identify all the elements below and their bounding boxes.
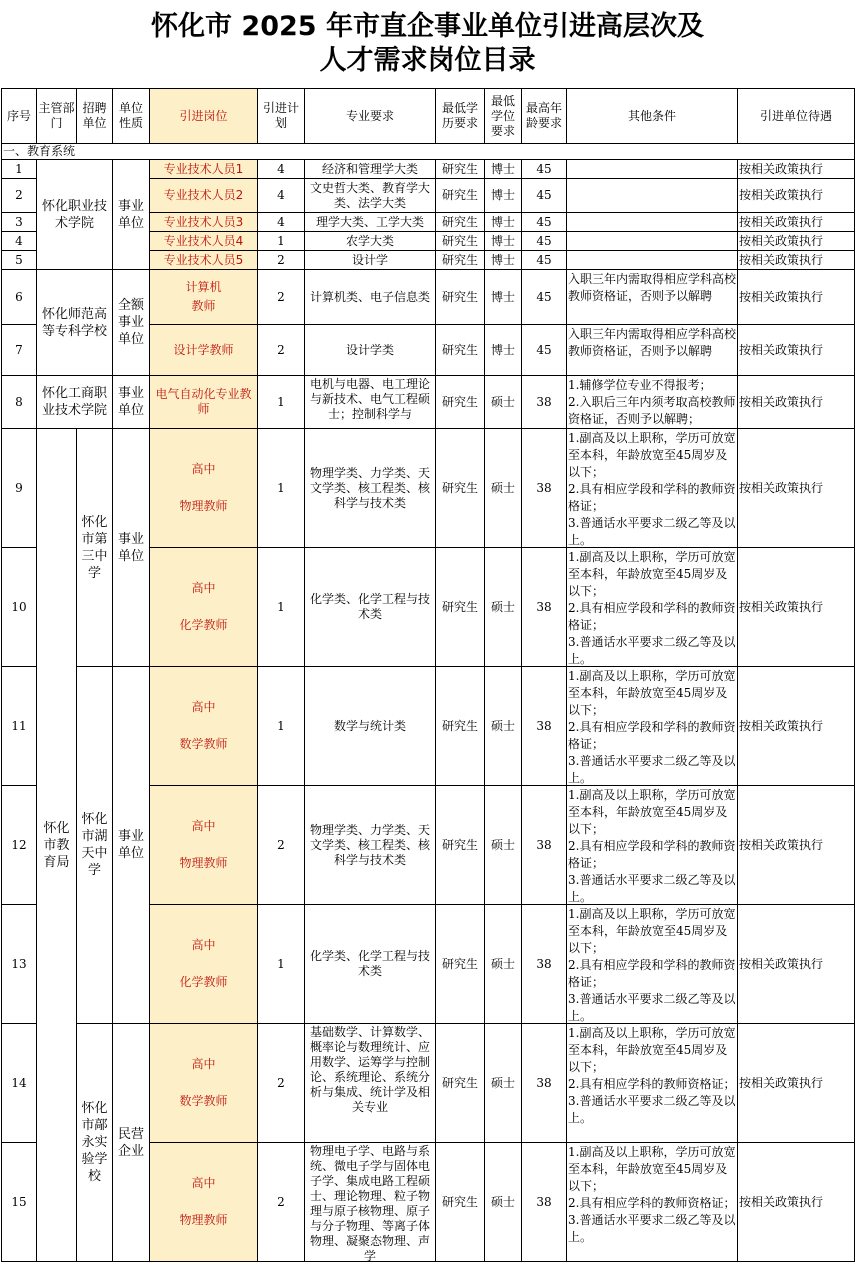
cell-degree: 博士 — [485, 251, 522, 270]
position-line-1: 高中 — [191, 819, 216, 833]
cell-age: 38 — [522, 376, 567, 429]
cell-other — [567, 232, 738, 251]
cell-other — [567, 548, 738, 667]
cell-nature: 事业单位 — [113, 376, 150, 429]
cell-degree: 硕士 — [485, 905, 522, 1024]
cell-treatment: 按相关政策执行 — [738, 179, 855, 213]
cell-other — [567, 251, 738, 270]
table-row — [2, 270, 855, 325]
cell-seq: 9 — [2, 429, 37, 548]
cell-seq: 2 — [2, 179, 37, 213]
cell-plan: 1 — [258, 232, 305, 251]
cell-plan: 2 — [258, 325, 305, 376]
cell-other — [567, 376, 738, 429]
section-row — [2, 144, 855, 160]
cell-position: 专业技术人员3 — [150, 213, 258, 232]
cell-edu: 研究生 — [436, 1143, 485, 1262]
cell-degree: 硕士 — [485, 429, 522, 548]
cell-seq: 12 — [2, 786, 37, 905]
position-line-1: 高中 — [191, 938, 216, 952]
cell-dept-education: 怀化市教育局 — [37, 429, 77, 1262]
cell-degree: 博士 — [485, 160, 522, 179]
cell-plan: 2 — [258, 786, 305, 905]
cell-major: 经济和管理学大类 — [305, 160, 436, 179]
cell-degree: 硕士 — [485, 1024, 522, 1143]
cell-plan: 2 — [258, 251, 305, 270]
other-text: 1.副高及以上职称，学历可放宽至本科，年龄放宽至45周岁及以下； 2.具有相应学段和学科的教师资格证； 3.普通话水平要求二级乙等及以上。 — [568, 907, 736, 1023]
cell-major — [305, 376, 436, 429]
cell-edu: 研究生 — [436, 232, 485, 251]
cell-unit-huaihua-business: 怀化工商职业技术学院 — [37, 376, 113, 429]
cell-seq: 8 — [2, 376, 37, 429]
header-seq: 序号 — [2, 89, 37, 144]
cell-other — [567, 1024, 738, 1143]
header-major: 专业要求 — [305, 89, 436, 144]
position-line-1: 高中 — [191, 581, 216, 595]
cell-nature: 事业单位 — [113, 429, 150, 667]
cell-plan: 2 — [258, 270, 305, 325]
cell-age: 45 — [522, 270, 567, 325]
cell-treatment: 按相关政策执行 — [738, 325, 855, 376]
cell-position — [150, 1024, 258, 1143]
cell-position: 专业技术人员5 — [150, 251, 258, 270]
cell-age: 45 — [522, 213, 567, 232]
cell-major: 理学大类、工学大类 — [305, 213, 436, 232]
cell-treatment: 按相关政策执行 — [738, 1143, 855, 1262]
cell-position — [150, 786, 258, 905]
other-text: 1.副高及以上职称，学历可放宽至本科，年龄放宽至45周岁及以下； 2.具有相应学段和学科的教师资格证； 3.普通话水平要求二级乙等及以上。 — [568, 669, 736, 785]
cell-degree: 博士 — [485, 213, 522, 232]
position-line-1: 高中 — [191, 1176, 216, 1190]
cell-treatment: 按相关政策执行 — [738, 251, 855, 270]
cell-plan: 2 — [258, 1024, 305, 1143]
cell-position — [150, 548, 258, 667]
header-row — [2, 89, 855, 144]
document-title — [0, 0, 855, 88]
header-nature: 单位性质 — [113, 89, 150, 144]
cell-age: 38 — [522, 548, 567, 667]
cell-seq: 13 — [2, 905, 37, 1024]
cell-treatment: 按相关政策执行 — [738, 667, 855, 786]
cell-nature: 民营企业 — [113, 1024, 150, 1262]
cell-degree: 博士 — [485, 179, 522, 213]
cell-position: 专业技术人员2 — [150, 179, 258, 213]
header-edu: 最低学历要求 — [436, 89, 485, 144]
cell-age: 45 — [522, 232, 567, 251]
cell-seq: 6 — [2, 270, 37, 325]
cell-age: 38 — [522, 1024, 567, 1143]
cell-plan: 1 — [258, 429, 305, 548]
cell-seq: 7 — [2, 325, 37, 376]
header-other: 其他条件 — [567, 89, 738, 144]
cell-edu: 研究生 — [436, 160, 485, 179]
position-line-1: 高中 — [191, 700, 216, 714]
cell-major: 物理学类、力学类、天文学类、核工程类、核科学与技术类 — [305, 786, 436, 905]
cell-degree: 硕士 — [485, 786, 522, 905]
position-line-2: 化学教师 — [179, 975, 228, 989]
cell-edu: 研究生 — [436, 270, 485, 325]
cell-other — [567, 905, 738, 1024]
position-line-2: 物理教师 — [179, 499, 228, 513]
cell-other — [567, 213, 738, 232]
cell-plan: 1 — [258, 667, 305, 786]
cell-other: 入职三年内需取得相应学科高校教师资格证，否则予以解聘 — [567, 325, 738, 376]
cell-treatment: 按相关政策执行 — [738, 270, 855, 325]
cell-unit-huaihua-normal: 怀化师范高等专科学校 — [37, 270, 113, 376]
cell-other — [567, 786, 738, 905]
cell-edu: 研究生 — [436, 429, 485, 548]
cell-edu: 研究生 — [436, 213, 485, 232]
cell-major — [305, 1024, 436, 1143]
table-row — [2, 667, 855, 786]
cell-plan: 1 — [258, 376, 305, 429]
other-text: 1.副高及以上职称，学历可放宽至本科，年龄放宽至45周岁及以下； 2.具有相应学段和学科的教师资格证； 3.普通话水平要求二级乙等及以上。 — [568, 788, 736, 904]
other-text: 1.副高及以上职称，学历可放宽至本科，年龄放宽至45周岁及以下； 2.具有相应学科的教师资格证； 3.普通话水平要求二级乙等及以上。 — [568, 1026, 736, 1125]
other-text: 1.副高及以上职称，学历可放宽至本科，年龄放宽至45周岁及以下； 2.具有相应学科的教师资格证； 3.普通话水平要求二级乙等及以上。 — [568, 1145, 736, 1244]
cell-seq: 5 — [2, 251, 37, 270]
cell-nature: 事业单位 — [113, 667, 150, 1024]
header-age: 最高年龄要求 — [522, 89, 567, 144]
header-plan: 引进计划 — [258, 89, 305, 144]
cell-major: 物理学类、力学类、天文学类、核工程类、核科学与技术类 — [305, 429, 436, 548]
cell-major: 数学与统计类 — [305, 667, 436, 786]
cell-plan: 4 — [258, 213, 305, 232]
major-text: 物理电子学、电路与系统、微电子学与固体电子学、集成电路工程硕士、理论物理、粒子物理与原子核物理、原子与分子物理、等离子体物理、凝聚态物理、声学 — [309, 1143, 430, 1261]
cell-age: 45 — [522, 251, 567, 270]
cell-treatment: 按相关政策执行 — [738, 213, 855, 232]
major-text: 基础数学、计算数学、概率论与数理统计、应用数学、运筹学与控制论、系统理论、系统分析与集成、统计学及相关专业 — [309, 1024, 430, 1114]
cell-other — [567, 160, 738, 179]
cell-unit-hutian-middle: 怀化市湖天中学 — [77, 667, 113, 1024]
cell-major — [305, 1143, 436, 1262]
header-treatment: 引进单位待遇 — [738, 89, 855, 144]
cell-other — [567, 1143, 738, 1262]
title-line-1: 怀化市 2025 年市直企事业单位引进高层次及 — [151, 11, 704, 42]
cell-position: 电气自动化专业教师 — [150, 376, 258, 429]
title-line-2: 人才需求岗位目录 — [319, 45, 536, 76]
cell-degree: 博士 — [485, 232, 522, 251]
positions-table — [1, 88, 855, 1262]
table-row — [2, 429, 855, 548]
cell-seq: 3 — [2, 213, 37, 232]
cell-position — [150, 667, 258, 786]
position-line-1: 计算机 — [185, 280, 222, 294]
cell-major: 设计学 — [305, 251, 436, 270]
cell-unit-haoyong: 怀化市鄗永实验学校 — [77, 1024, 113, 1262]
cell-other — [567, 667, 738, 786]
cell-seq: 10 — [2, 548, 37, 667]
header-degree: 最低学位要求 — [485, 89, 522, 144]
position-line-2: 化学教师 — [179, 618, 228, 632]
cell-major: 设计学类 — [305, 325, 436, 376]
cell-edu: 研究生 — [436, 667, 485, 786]
cell-other: 入职三年内需取得相应学科高校教师资格证，否则予以解聘 — [567, 270, 738, 325]
cell-plan: 4 — [258, 179, 305, 213]
cell-seq: 1 — [2, 160, 37, 179]
cell-plan: 1 — [258, 548, 305, 667]
cell-edu: 研究生 — [436, 376, 485, 429]
cell-treatment: 按相关政策执行 — [738, 1024, 855, 1143]
cell-age: 45 — [522, 179, 567, 213]
cell-position: 专业技术人员4 — [150, 232, 258, 251]
cell-treatment: 按相关政策执行 — [738, 160, 855, 179]
position-line-2: 教师 — [191, 299, 216, 313]
position-line-2: 物理教师 — [179, 1213, 228, 1227]
table-row — [2, 160, 855, 179]
cell-position — [150, 905, 258, 1024]
cell-major: 化学类、化学工程与技术类 — [305, 548, 436, 667]
cell-unit-huaihua-voc: 怀化职业技术学院 — [37, 160, 113, 270]
cell-treatment: 按相关政策执行 — [738, 905, 855, 1024]
position-line-2: 物理教师 — [179, 856, 228, 870]
cell-major: 文史哲大类、教育学大类、法学大类 — [305, 179, 436, 213]
cell-edu: 研究生 — [436, 905, 485, 1024]
cell-edu: 研究生 — [436, 548, 485, 667]
cell-edu: 研究生 — [436, 325, 485, 376]
position-line-2: 数学教师 — [179, 737, 228, 751]
position-line-1: 高中 — [191, 462, 216, 476]
cell-age: 38 — [522, 905, 567, 1024]
header-unit: 招聘单位 — [77, 89, 113, 144]
cell-seq: 15 — [2, 1143, 37, 1262]
section-label: 一、教育系统 — [2, 144, 855, 160]
cell-position: 专业技术人员1 — [150, 160, 258, 179]
other-text: 1.副高及以上职称，学历可放宽至本科，年龄放宽至45周岁及以下； 2.具有相应学段和学科的教师资格证； 3.普通话水平要求二级乙等及以上。 — [568, 431, 736, 547]
header-dept: 主管部门 — [37, 89, 77, 144]
table-row — [2, 376, 855, 429]
cell-degree: 硕士 — [485, 548, 522, 667]
cell-plan: 1 — [258, 905, 305, 1024]
cell-treatment: 按相关政策执行 — [738, 429, 855, 548]
cell-position — [150, 270, 258, 325]
cell-seq: 14 — [2, 1024, 37, 1143]
cell-other — [567, 429, 738, 548]
cell-treatment: 按相关政策执行 — [738, 786, 855, 905]
cell-edu: 研究生 — [436, 251, 485, 270]
cell-nature: 全额事业单位 — [113, 270, 150, 376]
cell-age: 45 — [522, 325, 567, 376]
position-line-2: 数学教师 — [179, 1094, 228, 1108]
cell-treatment: 按相关政策执行 — [738, 376, 855, 429]
cell-age: 38 — [522, 429, 567, 548]
cell-edu: 研究生 — [436, 179, 485, 213]
cell-degree: 硕士 — [485, 376, 522, 429]
cell-position: 设计学教师 — [150, 325, 258, 376]
cell-major: 计算机类、电子信息类 — [305, 270, 436, 325]
cell-plan: 4 — [258, 160, 305, 179]
cell-degree: 硕士 — [485, 1143, 522, 1262]
cell-edu: 研究生 — [436, 786, 485, 905]
cell-seq: 11 — [2, 667, 37, 786]
cell-other — [567, 179, 738, 213]
cell-degree: 博士 — [485, 270, 522, 325]
other-text: 1.副高及以上职称，学历可放宽至本科，年龄放宽至45周岁及以下； 2.具有相应学段和学科的教师资格证； 3.普通话水平要求二级乙等及以上。 — [568, 550, 736, 666]
cell-age: 45 — [522, 160, 567, 179]
cell-major: 化学类、化学工程与技术类 — [305, 905, 436, 1024]
cell-edu: 研究生 — [436, 1024, 485, 1143]
cell-degree: 硕士 — [485, 667, 522, 786]
table-row — [2, 1024, 855, 1143]
cell-position — [150, 1143, 258, 1262]
header-position: 引进岗位 — [150, 89, 258, 144]
cell-position — [150, 429, 258, 548]
cell-treatment: 按相关政策执行 — [738, 232, 855, 251]
position-line-1: 高中 — [191, 1057, 216, 1071]
cell-unit-no3-middle: 怀化市第三中学 — [77, 429, 113, 667]
cell-nature: 事业单位 — [113, 160, 150, 270]
major-text: 电机与电器、电工理论与新技术、电气工程硕士；控制科学与 — [309, 376, 430, 421]
cell-age: 38 — [522, 1143, 567, 1262]
cell-major: 农学大类 — [305, 232, 436, 251]
cell-age: 38 — [522, 786, 567, 905]
cell-treatment: 按相关政策执行 — [738, 548, 855, 667]
other-text: 1.辅修学位专业不得报考； 2.入职后三年内须考取高校教师资格证，否则予以解聘； — [568, 378, 736, 426]
cell-degree: 博士 — [485, 325, 522, 376]
cell-plan: 2 — [258, 1143, 305, 1262]
cell-seq: 4 — [2, 232, 37, 251]
cell-age: 38 — [522, 667, 567, 786]
